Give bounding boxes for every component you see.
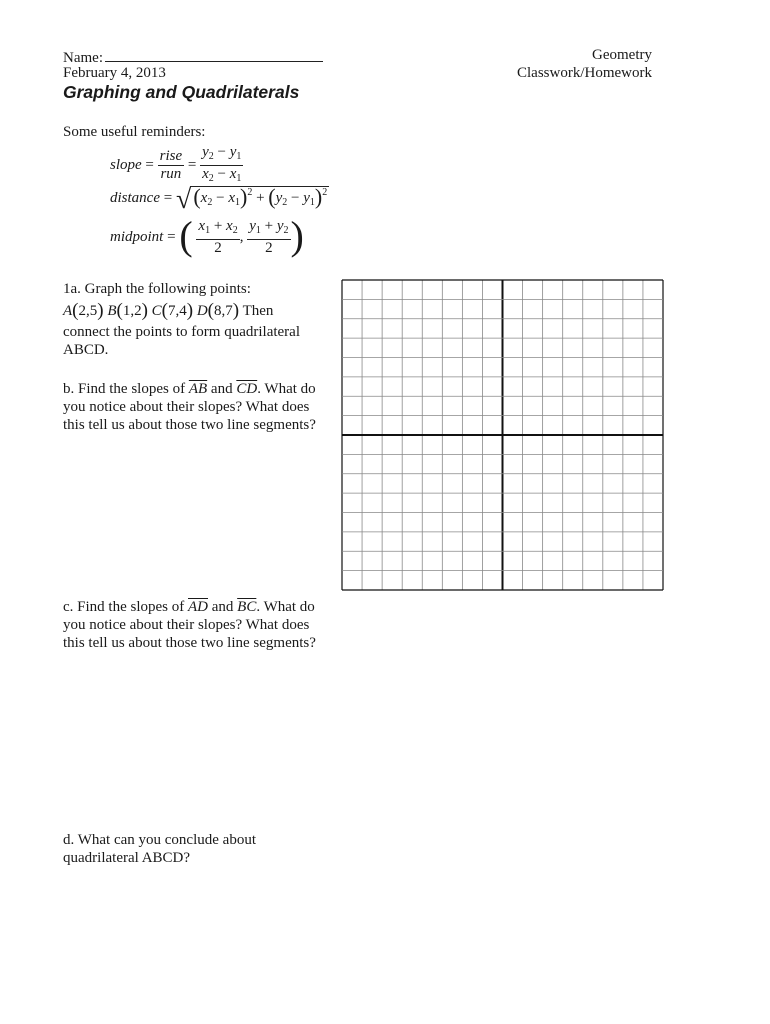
question-1a: 1a. Graph the following points:	[63, 281, 251, 297]
reminders-heading: Some useful reminders:	[63, 124, 206, 140]
rise-label: rise	[159, 148, 183, 164]
coordinate-grid	[341, 279, 664, 591]
slope-label: slope	[110, 156, 142, 173]
distance-formula: distance = $√(x_2 - x_1)^2 + (y_2 - y_1)^2$	[110, 184, 328, 215]
question-d: d. What can you conclude about quadrilateral ABCD?	[63, 832, 256, 866]
distance-label: distance	[110, 190, 160, 206]
page-title: Graphing and Quadrilaterals	[63, 82, 300, 102]
run-label: run	[160, 166, 182, 182]
name-blank-line	[105, 47, 323, 62]
slope-formula: slope = $\frac{\text{rise}}{\text{run}}$ = $\frac{y_2 - y_1}{x_2 - x_1}$	[110, 144, 242, 184]
name-field	[63, 47, 323, 67]
question-c: c. Find the slopes of $\overline{AD}$ and $\overline{BC}$. What do you notice about their slopes? What does this tell us about those two line segments?	[63, 599, 316, 651]
date: February 4, 2013	[63, 65, 166, 81]
name-label: Name:	[63, 50, 103, 66]
segment-bc: $\overline{BC}$	[237, 599, 257, 615]
segment-ab: $\overline{AB}$	[188, 381, 208, 397]
segment-ad: $\overline{AD}$	[188, 599, 208, 615]
question-b: b. Find the slopes of $\overline{AB}$ and $\overline{CD}$. What do you notice about their slopes? What does this tell us about those two line segments?	[63, 381, 316, 433]
segment-cd: $\overline{CD}$	[236, 381, 258, 397]
point-d: D(8,7)	[196, 300, 240, 321]
assignment-type: Classwork/Homework	[517, 65, 652, 81]
then-label: Then	[242, 303, 274, 319]
midpoint-formula: midpoint = ( $\frac{x_1 + x_2}{2}$ , $\frac{y_1 + y_2}{2}$ )	[110, 212, 304, 258]
midpoint-label: midpoint	[110, 228, 164, 245]
point-c: C(7,4)	[151, 300, 194, 321]
question-1a-continued: connect the points to form quadrilateral ABCD.	[63, 324, 301, 358]
point-a: A(2,5)	[63, 300, 104, 321]
points-list	[63, 300, 273, 322]
point-b: B(1,2)	[107, 300, 148, 321]
subject: Geometry	[592, 47, 652, 63]
